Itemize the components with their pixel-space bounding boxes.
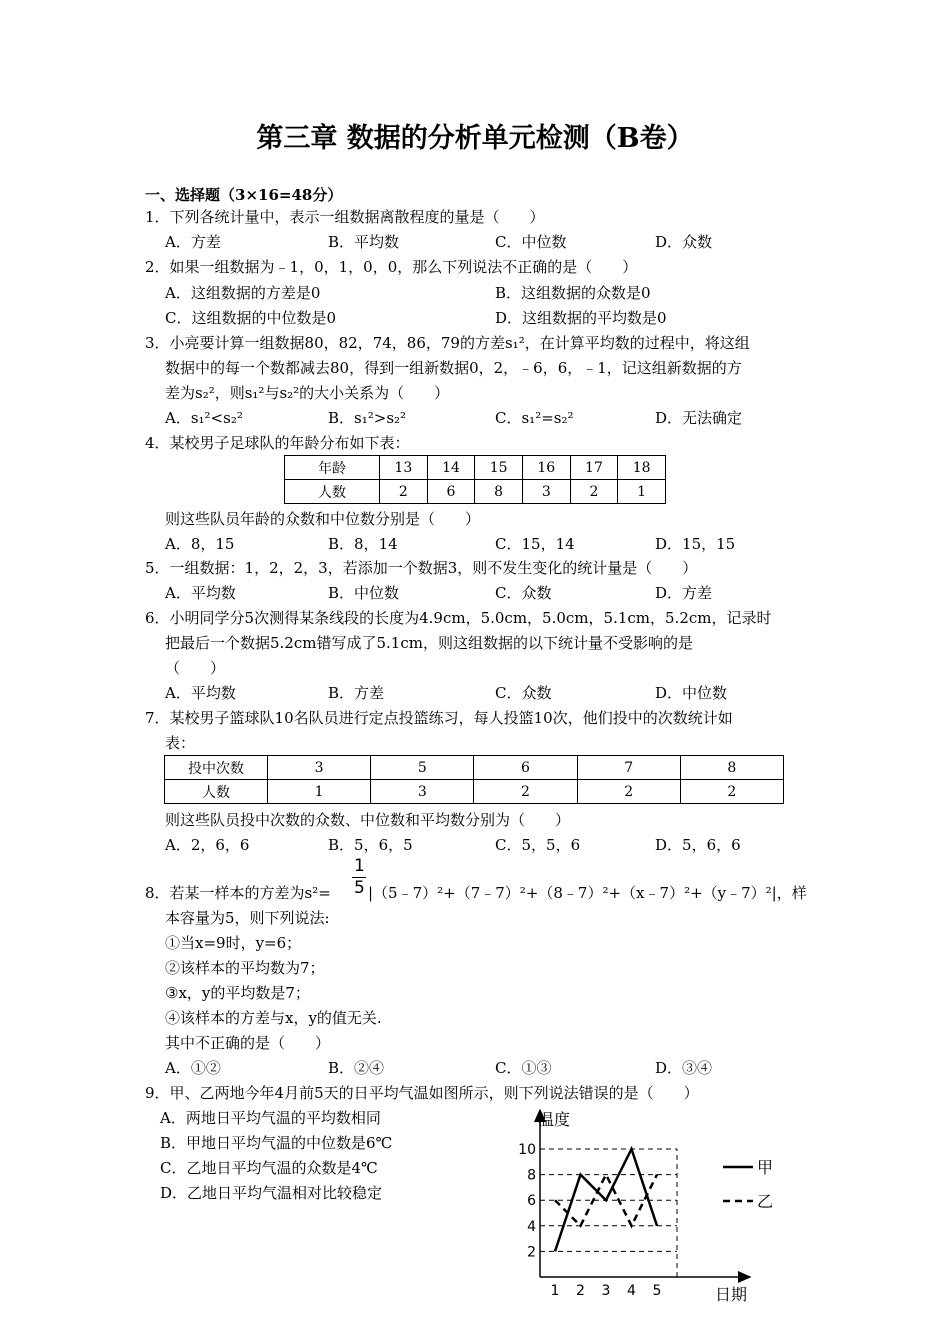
- legend-label-yi: 乙: [757, 1192, 774, 1211]
- q2-stem: 2．如果一组数据为﹣1，0，1，0，0，那么下列说法不正确的是（ ）: [145, 258, 638, 276]
- table-cell: 16: [522, 456, 570, 480]
- q8-fraction-numerator: 1: [354, 856, 365, 876]
- q8-option-c: C．①③: [495, 1059, 552, 1077]
- q4-option-c: C．15，14: [495, 535, 575, 553]
- q2-option-a: A．这组数据的方差是0: [165, 284, 321, 302]
- section-heading: 一、选择题（3×16=48分）: [145, 186, 343, 204]
- q3-line3: 差为s₂²，则s₁²与s₂²的大小关系为（ ）: [165, 384, 450, 402]
- q8-option-a: A．①②: [165, 1059, 221, 1077]
- q8-line1-start: 8．若某一样本的方差为s²=: [145, 884, 331, 902]
- q9-option-d: D．乙地日平均气温相对比较稳定: [160, 1184, 383, 1202]
- table-cell: 15: [475, 456, 523, 480]
- q7-line1: 7．某校男子篮球队10名队员进行定点投篮练习，每人投篮10次，他们投中的次数统计如: [145, 709, 733, 727]
- temperature-chart: [500, 1105, 790, 1305]
- q8-statement-2: ②该样本的平均数为7；: [165, 959, 325, 977]
- q7-option-c: C．5，5，6: [495, 836, 581, 854]
- table-cell: 人数: [285, 480, 380, 504]
- q6-line2: 把最后一个数据5.2cm错写成了5.1cm，则这组数据的以下统计量不受影响的是: [165, 634, 693, 652]
- q8-ask: 其中不正确的是（ ）: [165, 1034, 331, 1052]
- y-tick-label-4: 4: [527, 1218, 536, 1235]
- q1-option-b: B．平均数: [328, 233, 400, 251]
- q2-option-b: B．这组数据的众数是0: [495, 284, 651, 302]
- y-axis-label: 温度: [538, 1110, 571, 1129]
- table-row: [165, 756, 784, 780]
- y-tick-label-10: 10: [518, 1142, 536, 1158]
- table-cell: 年龄: [285, 456, 380, 480]
- x-tick-label-3: 3: [601, 1283, 611, 1299]
- q4-option-b: B．8，14: [328, 535, 398, 553]
- table-cell: 2: [680, 780, 783, 804]
- table-cell: 2: [570, 480, 618, 504]
- q9-option-b: B．甲地日平均气温的中位数是6℃: [160, 1134, 393, 1152]
- q3-option-a: A．s₁²<s₂²: [165, 409, 243, 427]
- table-cell: 8: [680, 756, 783, 780]
- q1-option-a: A．方差: [165, 233, 221, 251]
- table-cell: 投中次数: [165, 756, 268, 780]
- q6-option-a: A．平均数: [165, 684, 236, 702]
- table-cell: 2: [474, 780, 577, 804]
- q1-option-d: D．众数: [655, 233, 713, 251]
- q8-statement-1: ①当x=9时，y=6；: [165, 934, 302, 952]
- q4-stem: 4．某校男子足球队的年龄分布如下表：: [145, 434, 410, 452]
- q8-line2: 本容量为5，则下列说法:: [165, 909, 330, 927]
- table-cell: 6: [474, 756, 577, 780]
- chart-gridlines: [540, 1149, 677, 1277]
- q3-line1: 3．小亮要计算一组数据80，82，74，86，79的方差s₁²，在计算平均数的过程中，将这组: [145, 334, 750, 352]
- q4-after: 则这些队员年龄的众数和中位数分别是（ ）: [165, 510, 481, 528]
- page-title: 第三章 数据的分析单元检测（B卷）: [256, 123, 694, 154]
- y-tick-label-6: 6: [527, 1193, 536, 1210]
- table-cell: 2: [380, 480, 428, 504]
- table-cell: 18: [618, 456, 666, 480]
- q3-option-c: C．s₁²=s₂²: [495, 409, 574, 427]
- q8-line1-end: |（5﹣7）²+（7﹣7）²+（8﹣7）²+（x﹣7）²+（y﹣7）²|，样: [368, 884, 807, 902]
- q7-option-d: D．5，6，6: [655, 836, 741, 854]
- y-tick-label-8: 8: [527, 1167, 536, 1184]
- table-row: [285, 456, 666, 480]
- table-cell: 人数: [165, 780, 268, 804]
- q5-option-b: B．中位数: [328, 584, 400, 602]
- table-cell: 6: [427, 480, 475, 504]
- x-tick-label-2: 2: [576, 1283, 585, 1299]
- q4-option-d: D．15，15: [655, 535, 736, 553]
- table-cell: 17: [570, 456, 618, 480]
- table-row: [285, 480, 666, 504]
- q6-option-b: B．方差: [328, 684, 385, 702]
- q4-option-a: A．8，15: [165, 535, 235, 553]
- table-cell: 7: [577, 756, 680, 780]
- q7-shots-table: [164, 755, 784, 804]
- q1-stem: 1．下列各统计量中，表示一组数据离散程度的量是（ ）: [145, 208, 545, 226]
- q8-statement-4: ④该样本的方差与x，y的值无关.: [165, 1009, 382, 1027]
- table-cell: 2: [577, 780, 680, 804]
- table-cell: 3: [522, 480, 570, 504]
- x-axis-label: 日期: [715, 1285, 748, 1304]
- q6-line1: 6．小明同学分5次测得某条线段的长度为4.9cm，5.0cm，5.0cm，5.1cm，5.2cm，记录时: [145, 609, 772, 627]
- q3-option-b: B．s₁²>s₂²: [328, 409, 407, 427]
- q9-option-c: C．乙地日平均气温的众数是4℃: [160, 1159, 378, 1177]
- table-cell: 14: [427, 456, 475, 480]
- x-tick-label-5: 5: [652, 1283, 662, 1299]
- q2-option-c: C．这组数据的中位数是0: [165, 309, 337, 327]
- table-cell: 1: [618, 480, 666, 504]
- table-cell: 3: [268, 756, 371, 780]
- table-cell: 3: [371, 780, 474, 804]
- q9-stem: 9．甲、乙两地今年4月前5天的日平均气温如图所示，则下列说法错误的是（ ）: [145, 1084, 699, 1102]
- q7-after: 则这些队员投中次数的众数、中位数和平均数分别为（ ）: [165, 811, 571, 829]
- q5-option-c: C．众数: [495, 584, 552, 602]
- table-cell: 8: [475, 480, 523, 504]
- q7-option-b: B．5，6，5: [328, 836, 413, 854]
- q8-option-d: D．③④: [655, 1059, 713, 1077]
- q6-option-c: C．众数: [495, 684, 552, 702]
- q1-option-c: C．中位数: [495, 233, 567, 251]
- x-tick-label-4: 4: [627, 1283, 636, 1299]
- x-tick-label-1: 1: [550, 1283, 560, 1299]
- q7-option-a: A．2，6，6: [165, 836, 250, 854]
- q8-option-b: B．②④: [328, 1059, 385, 1077]
- y-tick-label-2: 2: [527, 1244, 536, 1261]
- q3-option-d: D．无法确定: [655, 409, 743, 427]
- q3-line2: 数据中的每一个数都减去80，得到一组新数据0，2，﹣6，6，﹣1，记这组新数据的方: [165, 359, 742, 377]
- table-cell: 1: [268, 780, 371, 804]
- chart-legend: [723, 1158, 773, 1211]
- q5-option-d: D．方差: [655, 584, 713, 602]
- table-cell: 13: [380, 456, 428, 480]
- q6-line3: （ ）: [165, 659, 226, 677]
- q5-option-a: A．平均数: [165, 584, 236, 602]
- q9-option-a: A．两地日平均气温的平均数相同: [160, 1109, 381, 1127]
- q2-option-d: D．这组数据的平均数是0: [495, 309, 667, 327]
- q4-age-table: [284, 455, 666, 504]
- q8-fraction-denominator: 5: [354, 878, 365, 898]
- legend-label-jia: 甲: [757, 1158, 774, 1177]
- q5-stem: 5．一组数据：1，2，2，3，若添加一个数据3，则不发生变化的统计量是（ ）: [145, 559, 698, 577]
- q7-line2: 表：: [165, 734, 196, 752]
- q8-statement-3: ③x，y的平均数是7；: [165, 984, 310, 1002]
- table-cell: 5: [371, 756, 474, 780]
- table-row: [165, 780, 784, 804]
- q6-option-d: D．中位数: [655, 684, 728, 702]
